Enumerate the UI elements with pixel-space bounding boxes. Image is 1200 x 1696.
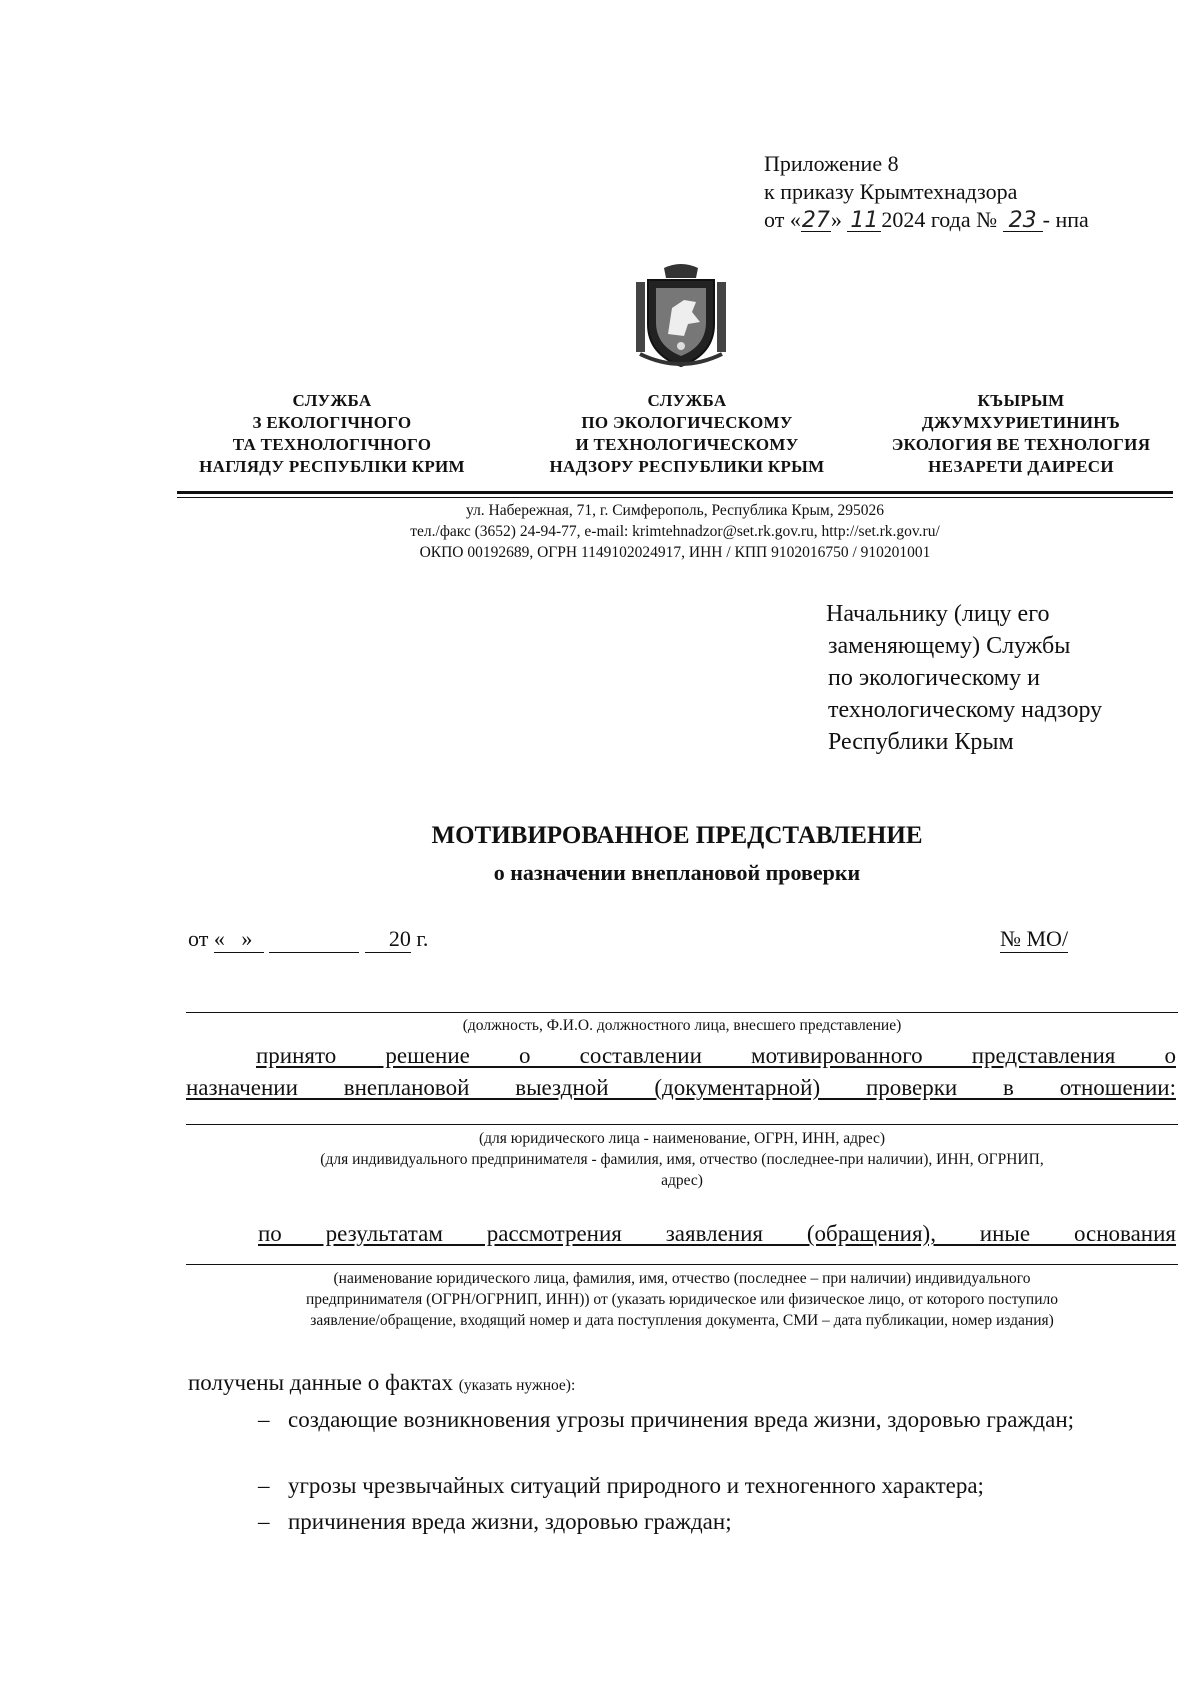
date-year-blank: 20 <box>365 926 411 953</box>
entity-blank-line <box>186 1124 1178 1125</box>
crimea-coat-of-arms-icon <box>634 262 728 370</box>
appendix-number: Приложение 8 <box>764 151 899 176</box>
appendix-order-ref: к приказу Крымтехнадзора <box>764 179 1018 204</box>
handwritten-order-number: 23 <box>1003 211 1043 232</box>
basis-blank-line <box>186 1264 1178 1265</box>
contact-address: ул. Набережная, 71, г. Симферополь, Республика Крым, 295026 <box>466 502 884 519</box>
org-name-russian: СЛУЖБА ПО ЭКОЛОГИЧЕСКОМУ И ТЕХНОЛОГИЧЕСКОМУ НАДЗОРУ РЕСПУБЛИКИ КРЫМ <box>549 391 825 476</box>
header-rule-thin <box>177 497 1173 498</box>
caption-basis: (наименование юридического лица, фамилия, имя, отчество (последнее – при наличии) индивидуального предпринимателя (ОГРН/ОГРНИП, ИНН)) от (указать юридическое или физическое лицо, от которого поступило заявление/обращение, входящий номер и дата поступления документа, СМИ – дата публикации, номер издания) <box>306 1270 1058 1329</box>
date-month-blank <box>269 926 359 953</box>
facts-hint: (указать нужное): <box>458 1377 576 1394</box>
list-item: – причинения вреда жизни, здоровью граждан; <box>258 1509 732 1534</box>
document-subtitle: о назначении внеплановой проверки <box>493 860 861 885</box>
handwritten-month: 11 <box>847 211 881 232</box>
org-name-crimean-tatar: КЪЫРЫМ ДЖУМХУРИЕТИНИНЪ ЭКОЛОГИЯ ВЕ ТЕХНОЛОГИЯ НЕЗАРЕТИ ДАИРЕСИ <box>891 391 1151 476</box>
appendix-block <box>764 150 1089 234</box>
contact-phone-email: тел./факс (3652) 24-94-77, e-mail: krimtehnadzor@set.rk.gov.ru, http://set.rk.gov.ru/ <box>410 523 940 540</box>
addressee-block: Начальнику (лицу его заменяющему) Службы по экологическому и технологическому надзору Республики Крым <box>826 601 1103 755</box>
caption-entity: (для юридического лица - наименование, ОГРН, ИНН, адрес) (для индивидуального предпринимателя - фамилия, имя, отчество (последнее-при наличии), ИНН, ОГРНИП, адрес) <box>320 1130 1044 1189</box>
contact-block <box>177 500 1173 563</box>
official-blank-line <box>186 1012 1178 1013</box>
appendix-order-date: от «27» 11 2024 года № 23 - нпа <box>764 207 1089 233</box>
list-item: – создающие возникновения угрозы причинения вреда жизни, здоровью граждан; <box>258 1407 1075 1432</box>
facts-lead: получены данные о фактах (указать нужное): <box>188 1370 576 1395</box>
document-number-field: № МО/ <box>1000 926 1069 951</box>
org-name-ukrainian: СЛУЖБА З ЕКОЛОГІЧНОГО ТА ТЕХНОЛОГІЧНОГО НАГЛЯДУ РЕСПУБЛІКИ КРИМ <box>199 391 465 476</box>
list-item: – угрозы чрезвычайных ситуаций природного и техногенного характера; <box>258 1473 984 1498</box>
contact-registry-codes: ОКПО 00192689, ОГРН 1149102024917, ИНН / КПП 9102016750 / 910201001 <box>419 544 931 561</box>
caption-official: (должность, Ф.И.О. должностного лица, внесшего представление) <box>462 1017 902 1034</box>
handwritten-day: 27 <box>801 208 830 233</box>
results-line: по результатам рассмотрения заявления (обращения), иные основания <box>258 1221 1176 1246</box>
date-field: от « » 20 г. <box>188 926 429 951</box>
header-rule-thick <box>177 491 1173 494</box>
document-title: МОТИВИРОВАННОЕ ПРЕДСТАВЛЕНИЕ <box>431 822 923 849</box>
decision-line-1: принято решение о составлении мотивированного представления о <box>256 1043 1176 1068</box>
date-day-blank: « » <box>214 926 264 953</box>
decision-line-2: назначении внеплановой выездной (документарной) проверки в отношении: <box>186 1075 1176 1100</box>
